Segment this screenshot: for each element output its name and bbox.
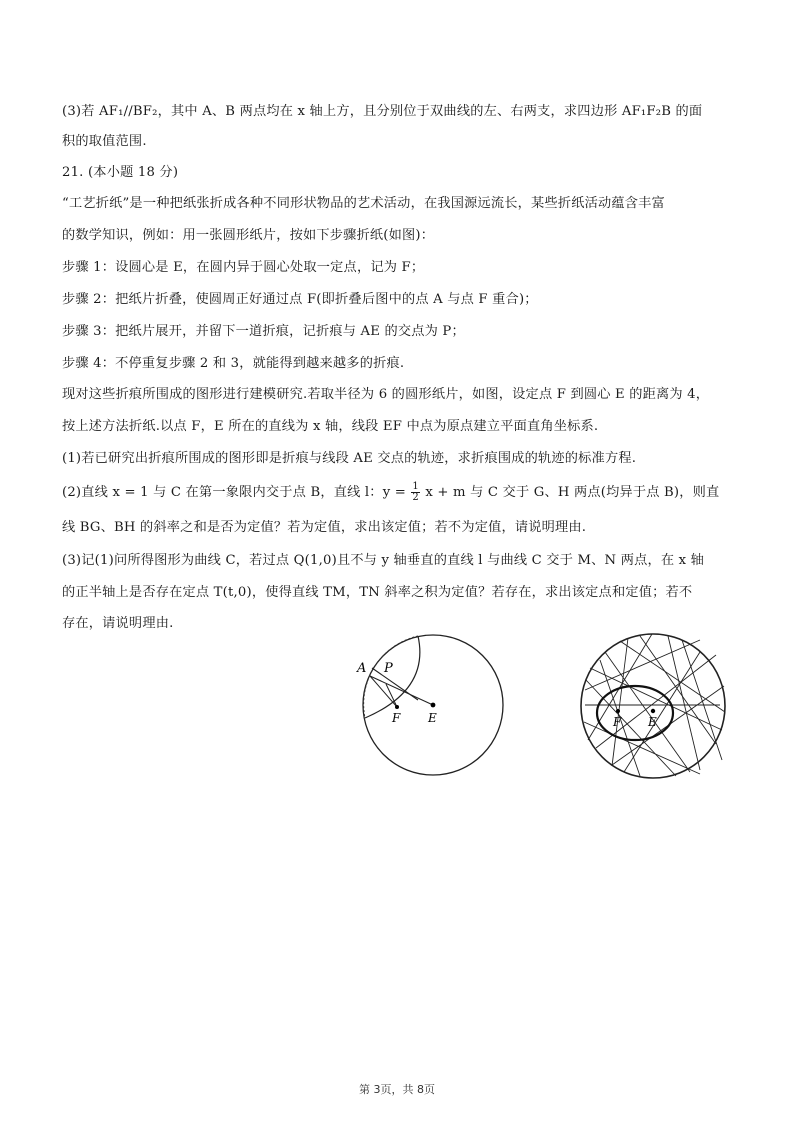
label-E-2: E — [648, 715, 657, 729]
label-F-2: F — [613, 715, 622, 729]
figure-folding-diagram — [350, 632, 510, 782]
step-3: 步骤 3：把纸片展开，并留下一道折痕，记折痕与 AE 的交点为 P； — [62, 324, 465, 339]
problem-20-part3-line2: 积的取值范围. — [62, 134, 147, 149]
fraction-one-half — [411, 482, 420, 503]
segment-AE — [370, 676, 433, 705]
segment-AF — [370, 676, 397, 707]
question-3-line2: 的正半轴上是否存在定点 T(t,0)，使得直线 TM，TN 斜率之积为定值？若存在，求出该定点和定值；若不 — [62, 585, 693, 600]
label-P: P — [384, 661, 393, 676]
step-2: 步骤 2：把纸片折叠，使圆周正好通过点 F(即折叠后图中的点 A 与点 F 重合)； — [62, 292, 538, 307]
point-F — [395, 705, 399, 709]
question-1: (1)若已研究出折痕所围成的图形即是折痕与线段 AE 交点的轨迹，求折痕围成的轨迹的标准方程. — [62, 451, 637, 466]
question-2-text-a: (2)直线 x = 1 与 C 在第一象限内交于点 B，直线 l：y = — [62, 485, 406, 500]
fraction-numerator: 1 — [412, 481, 419, 492]
paper-circle-2 — [581, 634, 725, 778]
question-2-line1 — [62, 482, 719, 503]
question-3-line1: (3)记(1)问所得图形为曲线 C，若过点 Q(1,0)且不与 y 轴垂直的直线 l 与曲线 C 交于 M、N 两点，在 x 轴 — [62, 553, 705, 568]
point-E — [431, 703, 436, 708]
step-1: 步骤 1：设圆心是 E，在圆内异于圆心处取一定点，记为 F； — [62, 260, 425, 275]
question-3-line3: 存在，请说明理由. — [62, 616, 174, 631]
intro-line1: “工艺折纸”是一种把纸张折成各种不同形状物品的艺术活动，在我国源远流长，某些折纸活动蕴含丰富 — [62, 196, 665, 211]
question-2-text-b: x + m 与 C 交于 G、H 两点(均异于点 B)，则直 — [425, 485, 720, 500]
step-4: 步骤 4：不停重复步骤 2 和 3，就能得到越来越多的折痕. — [62, 356, 405, 371]
page-footer: 第 3页，共 8页 — [359, 1083, 435, 1096]
modeling-line2: 按上述方法折纸.以点 F，E 所在的直线为 x 轴，线段 EF 中点为原点建立平面直角坐标系. — [62, 419, 599, 434]
fraction-denominator: 2 — [412, 492, 419, 503]
problem-20-part3-line1: (3)若 AF₁//BF₂，其中 A、B 两点均在 x 轴上方，且分别位于双曲线的左、右两支，求四边形 AF₁F₂B 的面 — [62, 104, 703, 119]
point-E-2 — [651, 709, 655, 713]
label-F: F — [392, 711, 401, 725]
intro-line2: 的数学知识，例如：用一张圆形纸片，按如下步骤折纸(如图)： — [62, 228, 435, 243]
label-E: E — [428, 711, 437, 725]
figure-crease-envelope — [578, 630, 730, 782]
point-F-2 — [616, 709, 620, 713]
label-A: A — [357, 661, 367, 676]
question-2-line2: 线 BG、BH 的斜率之和是否为定值？若为定值，求出该定值；若不为定值，请说明理由. — [62, 520, 587, 535]
modeling-line1: 现对这些折痕所围成的图形进行建模研究.若取半径为 6 的圆形纸片，如图，设定点 F 到圆心 E 的距离为 4， — [62, 387, 710, 402]
problem-21-header: 21. (本小题 18 分) — [62, 165, 179, 180]
